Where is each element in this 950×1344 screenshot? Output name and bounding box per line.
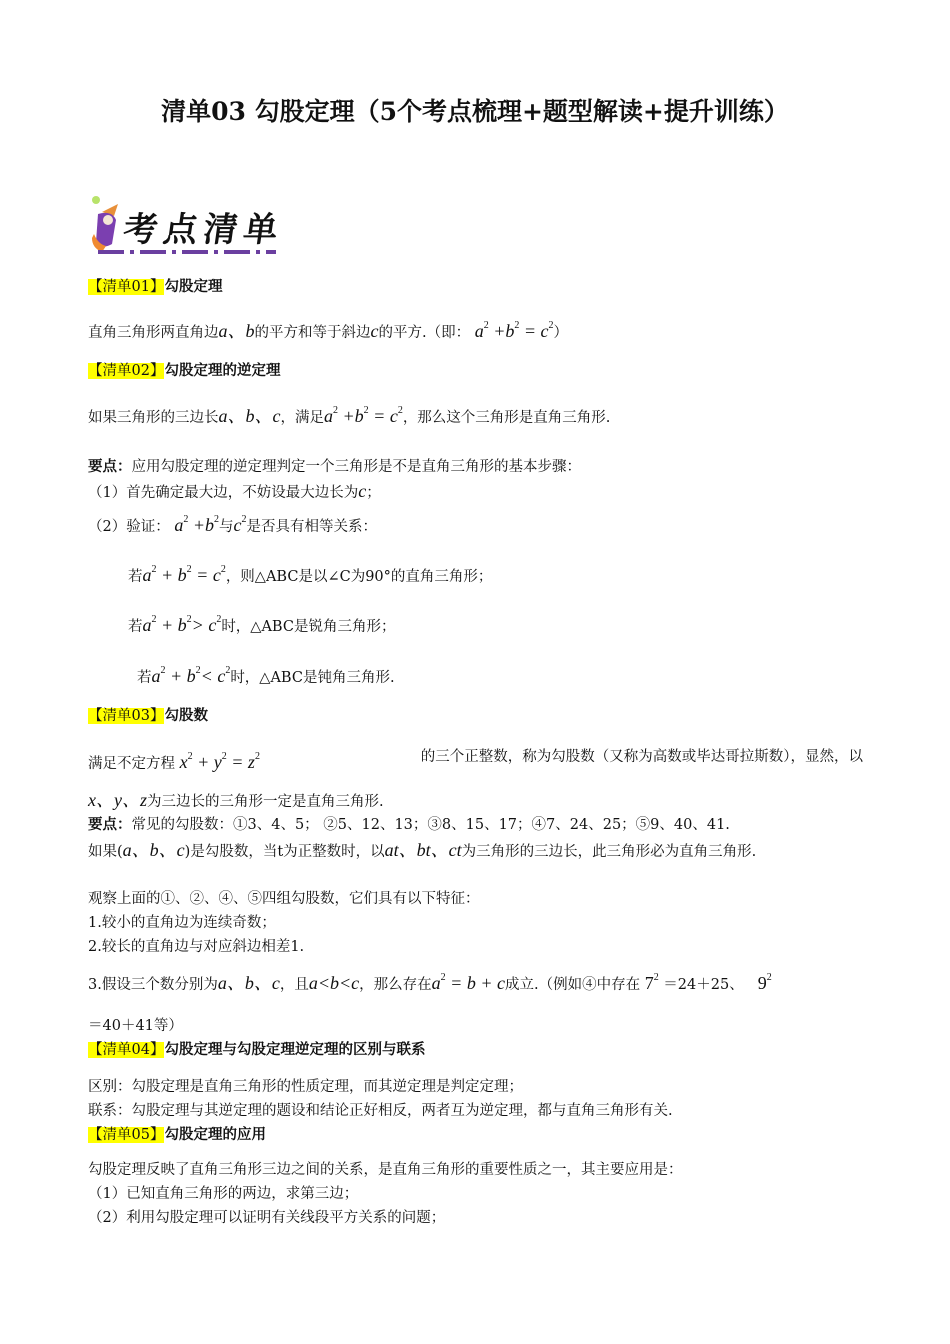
scaled-triples: 如果(a、b、c)是勾股数，当t为正整数时，以at、bt、ct为三角形的三边长，此三角形必为直角三角形. — [88, 840, 757, 860]
section-tag: 【清单04】 — [88, 1042, 165, 1058]
observation: 观察上面的①、②、④、⑤四组勾股数，它们具有以下特征： — [88, 891, 480, 907]
step-1: （1）首先确定最大边，不妨设最大边长为c； — [88, 481, 381, 501]
section-02-heading — [88, 361, 280, 381]
application-intro: 勾股定理反映了直角三角形三边之间的关系，是直角三角形的重要性质之一，其主要应用是： — [88, 1162, 683, 1178]
definition-continued: x、y、z为三边长的三角形一定是直角三角形. — [88, 790, 384, 810]
section-title: 勾股定理与勾股定理逆定理的区别与联系 — [164, 1042, 426, 1058]
common-triples: 要点：常见的勾股数：①3、4、5； ②5、12、13；③8、15、17；④7、24、25；⑤9、40、41. — [88, 817, 730, 833]
case-obtuse: 若$a^2 + b^2< c^2$时，△ABC是钝角三角形. — [137, 665, 395, 686]
section-05-heading — [88, 1125, 266, 1145]
pythagorean-triple-definition: 满足不定方程 $x^2 + y^2 = z^2$ 的三个正整数，称为勾股数（又称为高数或毕达哥拉斯数），显然，以 — [88, 749, 863, 772]
section-logo — [88, 194, 288, 262]
section-tag: 【清单03】 — [88, 708, 165, 724]
feature-2: 2.较长的直角边与对应斜边相差1. — [88, 939, 305, 955]
formula: $a^2 +b^2 = c^2$ — [474, 320, 554, 341]
feature-3-continued: ＝40＋41等） — [88, 1018, 183, 1034]
feature-3: 3.假设三个数分别为a、b、c，且a<b<c，那么存在$a^2 = b + c$成立.（例如④中存在 $7^2 =24+25$、 $9^2$ — [88, 972, 772, 993]
feature-1: 1.较小的直角边为连续奇数； — [88, 915, 276, 931]
document-title: 清单03 勾股定理（5个考点梳理+题型解读+提升训练） — [161, 97, 789, 126]
section-title: 勾股数 — [164, 708, 208, 724]
section-title: 勾股定理 — [164, 279, 223, 295]
case-right: 若$a^2 + b^2 = c^2$，则△ABC是以∠C为90°的直角三角形； — [128, 564, 493, 585]
section-01-heading — [88, 277, 222, 297]
logo-divider — [98, 250, 276, 254]
section-tag: 【清单01】 — [88, 279, 165, 295]
difference: 区别：勾股定理是直角三角形的性质定理，而其逆定理是判定定理； — [88, 1079, 523, 1095]
connection: 联系：勾股定理与其逆定理的题设和结论正好相反，两者互为逆定理，都与直角三角形有关. — [88, 1103, 673, 1119]
section-tag: 【清单02】 — [88, 363, 165, 379]
section-tag: 【清单05】 — [88, 1127, 165, 1143]
section-title: 勾股定理的应用 — [164, 1127, 266, 1143]
application-2: （2）利用勾股定理可以证明有关线段平方关系的问题； — [88, 1210, 446, 1226]
case-acute: 若$a^2 + b^2> c^2$时，△ABC是锐角三角形； — [128, 614, 396, 635]
section-title: 勾股定理的逆定理 — [164, 363, 281, 379]
theorem-statement: 直角三角形两直角边a、b的平方和等于斜边c的平方.（即： $a^2 +b^2 = c^2$） — [88, 320, 569, 341]
key-point: 要点：应用勾股定理的逆定理判定一个三角形是不是直角三角形的基本步骤： — [88, 459, 581, 475]
section-03-heading — [88, 706, 208, 726]
logo-text: 考点清单 — [120, 210, 287, 250]
section-04-heading — [88, 1040, 425, 1060]
step-2: （2）验证： $a^2 +b^2$与$c^2$是否具有相等关系： — [88, 514, 377, 535]
application-1: （1）已知直角三角形的两边，求第三边； — [88, 1186, 359, 1202]
converse-statement: 如果三角形的三边长a、b、c，满足$a^2 +b^2 = c^2$，那么这个三角形是直角三角形. — [88, 405, 611, 426]
formula: $a^2 +b^2 = c^2$ — [324, 405, 403, 426]
